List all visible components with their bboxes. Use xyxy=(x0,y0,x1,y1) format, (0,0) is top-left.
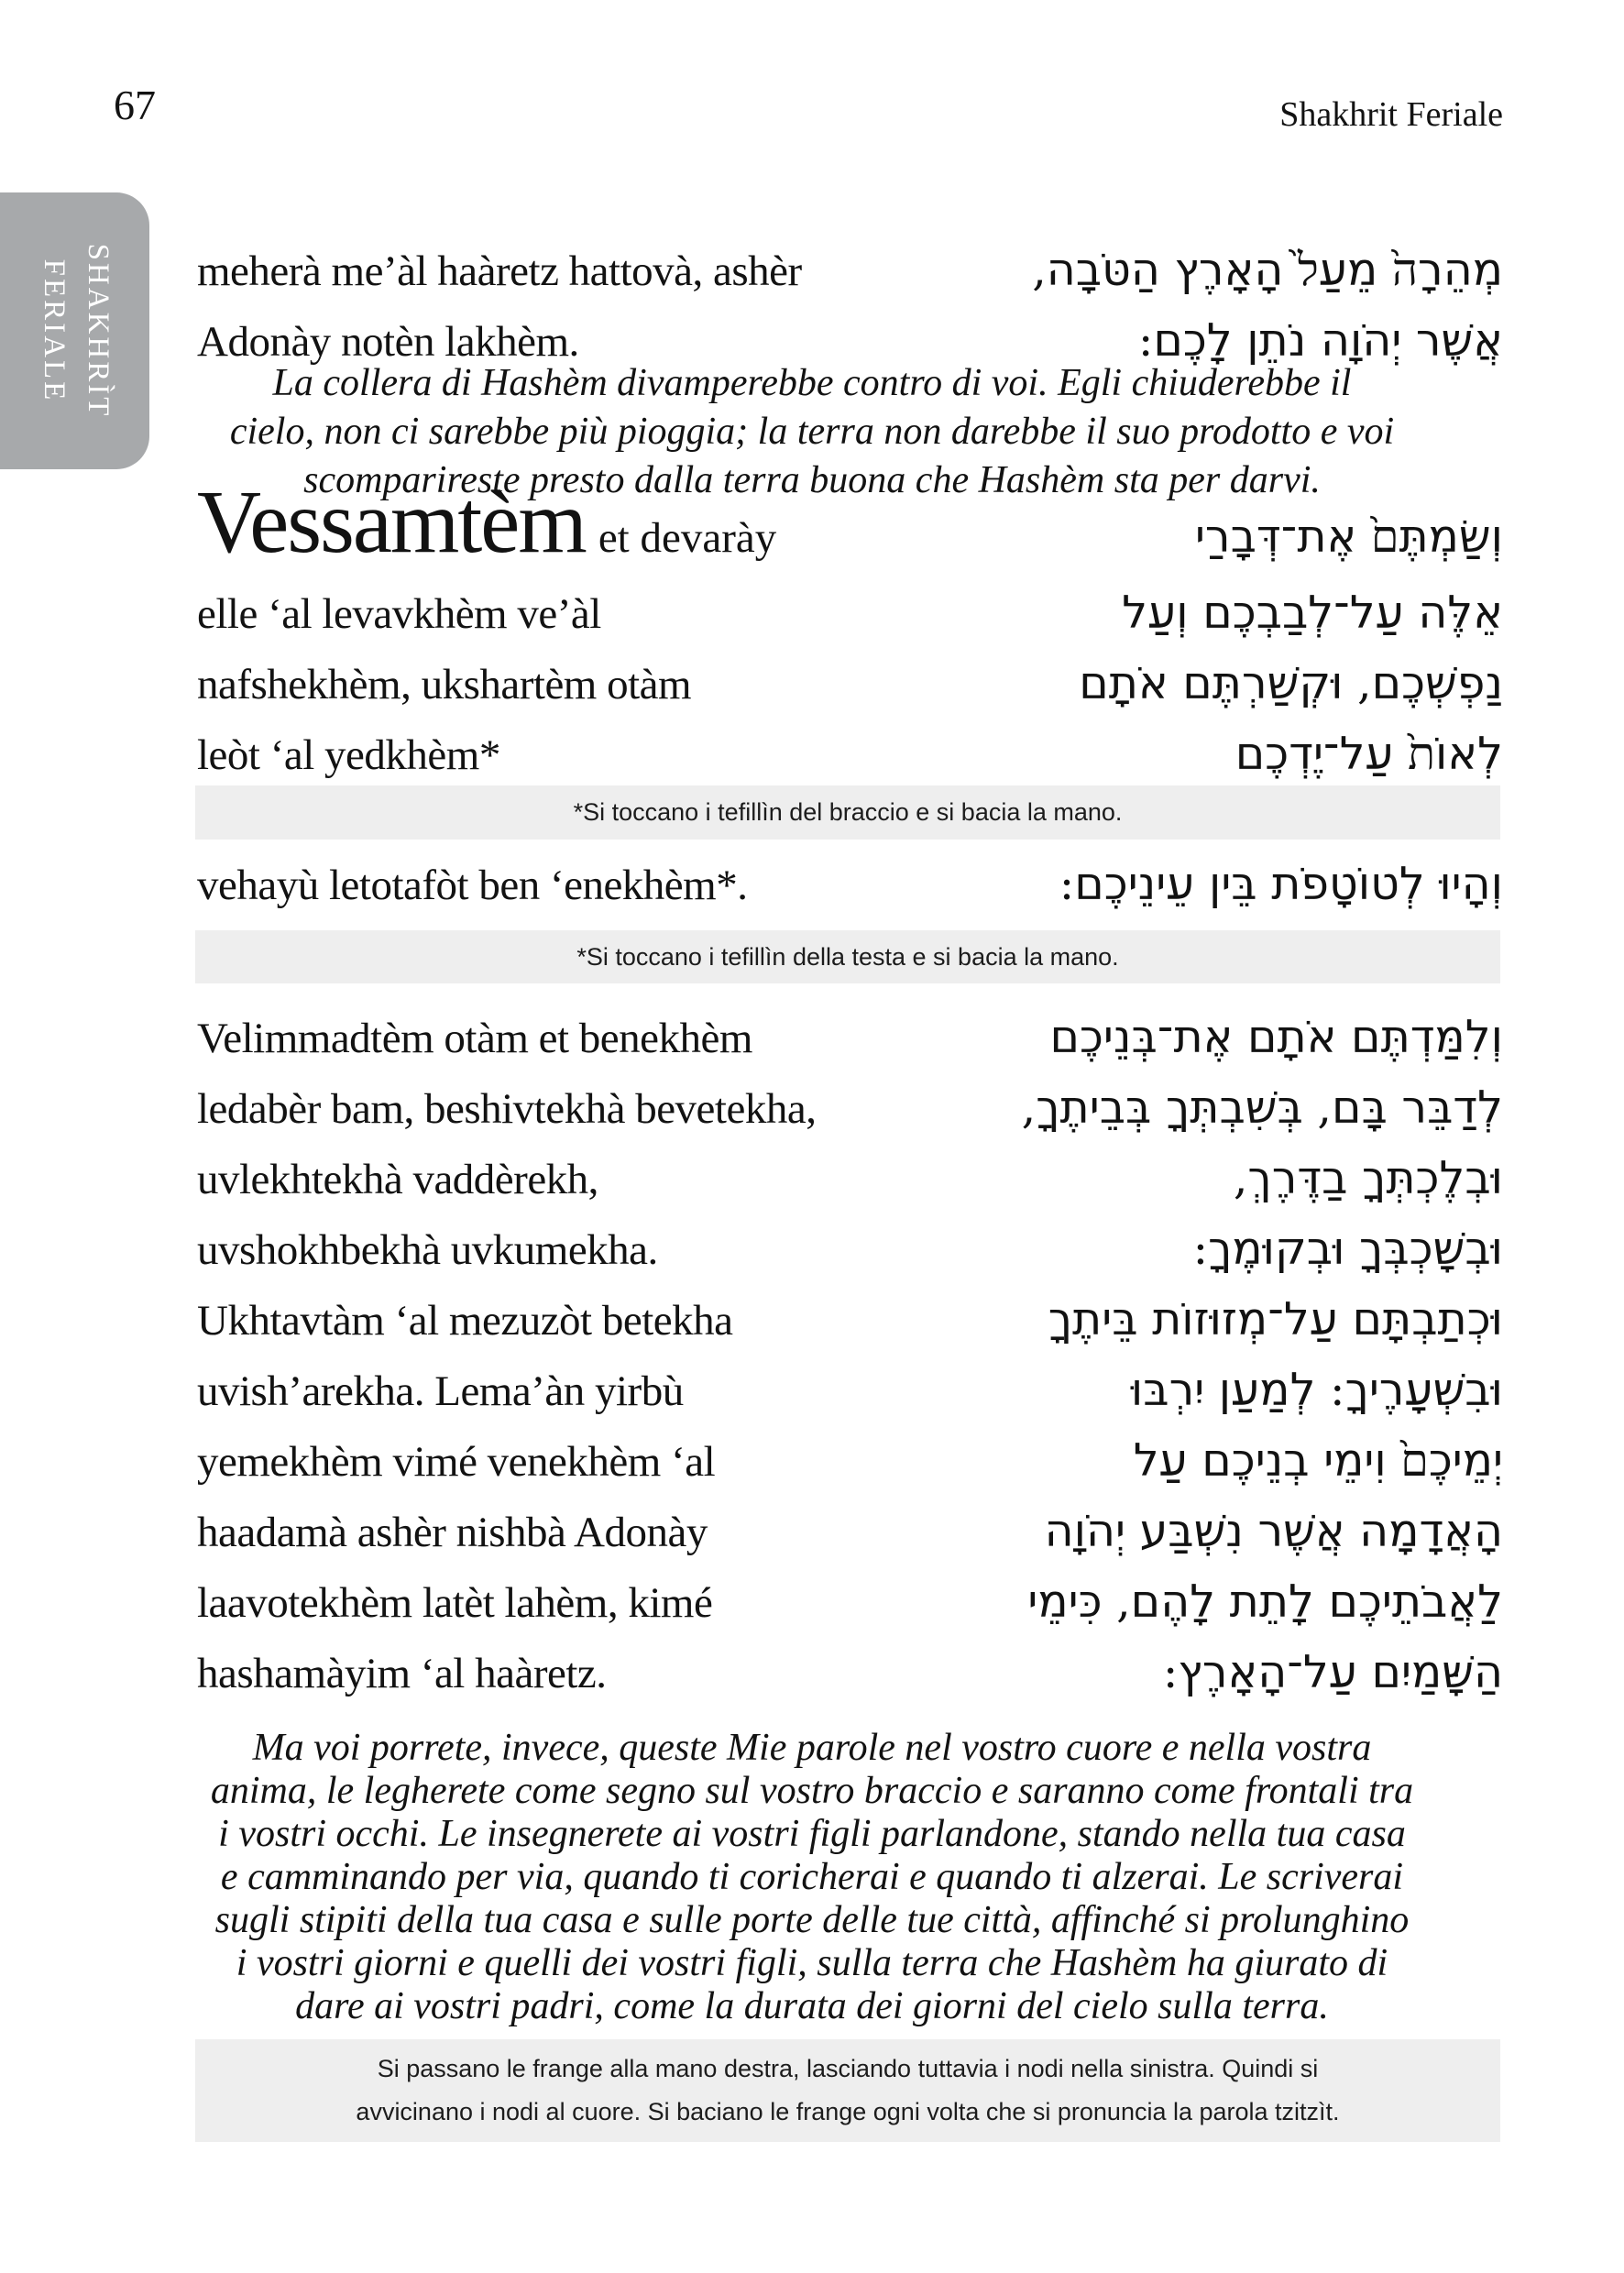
hebrew-line: לְדַבֵּר בָּם, בְּשִׁבְתְּךָ בְּבֵיתֶךָ, xyxy=(1021,1082,1503,1134)
translation-paragraph xyxy=(134,1727,1490,2028)
page-number: 67 xyxy=(114,82,156,128)
rubric-bar xyxy=(195,785,1500,840)
prayer-row xyxy=(197,1566,1503,1639)
lead-word-rest: et devarày xyxy=(598,514,777,562)
transliteration-line: elle ‘al levavkhèm ve’àl xyxy=(197,590,601,638)
prayer-row-leadword xyxy=(197,473,1503,574)
prayer-row xyxy=(197,1002,1503,1074)
prayer-row xyxy=(197,577,1503,650)
transliteration-line: ledabèr bam, beshivtekhà bevetekha, xyxy=(197,1085,817,1133)
section-tab xyxy=(0,192,149,469)
transliteration-line: leòt ‘al yedkhèm* xyxy=(197,731,500,779)
transliteration-line: meherà me’àl haàretz hattovà, ashèr xyxy=(197,247,802,295)
hebrew-line: יְמֵיכֶם֙ וִימֵי בְנֵיכֶם עַל xyxy=(1133,1434,1503,1487)
hebrew-line: נַפְשְׁכֶם, וּקְשַׁרְתֶּם אֹתָם xyxy=(1079,657,1503,709)
transliteration-line: Adonày notèn lakhèm. xyxy=(197,318,579,366)
hebrew-line: וּבְלֶכְתְּךָ בַדֶּרֶךְ, xyxy=(1233,1152,1503,1204)
transliteration-line: vehayù letotafòt ben ‘enekhèm*. xyxy=(197,862,748,909)
translation-line: anima, le legherete come segno sul vostro braccio e saranno come frontali tra xyxy=(210,1770,1414,1812)
prayer-row xyxy=(197,849,1503,921)
section-tab-line1: SHAKHRÌT xyxy=(81,243,115,419)
rubric-text: *Si toccano i tefillìn della testa e si bacia la mano. xyxy=(576,943,1119,971)
transliteration-line: Ukhtavtàm ‘al mezuzòt betekha xyxy=(197,1297,733,1345)
prayer-row xyxy=(197,235,1503,307)
rubric-bar xyxy=(195,930,1500,983)
transliteration-line: yemekhèm vimé venekhèm ‘al xyxy=(197,1438,716,1486)
rubric-text: Si passano le frange alla mano destra, lasciando tuttavia i nodi nella sinistra. Quindi si xyxy=(377,2055,1319,2082)
transliteration-line: hashamàyim ‘al haàretz. xyxy=(197,1650,607,1697)
transliteration-line: uvshokhbekhà uvkumekha. xyxy=(197,1226,658,1274)
translation-line: i vostri giorni e quelli dei vostri figli, sulla terra che Hashèm ha giurato di xyxy=(236,1942,1388,1984)
translation-line: e camminando per via, quando ti coricherai e quando ti alzerai. Le scriverai xyxy=(220,1856,1404,1898)
translation-line: dare ai vostri padri, come la durata dei giorni del cielo sulla terra. xyxy=(295,1985,1329,2027)
prayer-row xyxy=(197,1637,1503,1709)
hebrew-line: אֲשֶׁר יְהֹוָה נֹתֵן לָכֶם: xyxy=(1137,314,1503,367)
translation-line: sugli stipiti della tua casa e sulle porte delle tue città, affinché si prolunghino xyxy=(214,1899,1410,1941)
hebrew-line: אֵלֶּה עַל־לְבַבְכֶם וְעַל xyxy=(1122,587,1503,639)
transliteration-line: uvlekhtekhà vaddèrekh, xyxy=(197,1156,598,1203)
hebrew-line: וְשַׂמְתֶּם֙ אֶת־דְּבָרַי xyxy=(1194,511,1503,563)
hebrew-line: וּכְתַבְתָּם עַל־מְזוּזוֹת בֵּיתֶךָ xyxy=(1048,1293,1503,1345)
prayer-row xyxy=(197,1496,1503,1568)
prayer-row xyxy=(197,1143,1503,1215)
prayer-row xyxy=(197,1072,1503,1145)
transliteration-line: laavotekhèm latèt lahèm, kimé xyxy=(197,1579,713,1627)
hebrew-line: הַשָּׁמַיִם עַל־הָאָרֶץ: xyxy=(1162,1646,1503,1698)
lead-word: Vessamtèm xyxy=(197,473,586,571)
section-tab-label xyxy=(31,192,119,469)
transliteration-line: haadamà ashèr nishbà Adonày xyxy=(197,1509,708,1556)
hebrew-line: מְהֵרָה֙ מֵעַל֙ הָאָרֶץ הַטֹּבָה, xyxy=(1032,244,1503,296)
hebrew-line: וְלִמַּדְתֶּם אֹתָם אֶת־בְּנֵיכֶם xyxy=(1049,1011,1503,1063)
rubric-text: *Si toccano i tefillìn del braccio e si bacia la mano. xyxy=(573,798,1123,826)
hebrew-line: וּבְשָׁכְבְּךָ וּבְקוּמֶךָ: xyxy=(1192,1223,1503,1275)
hebrew-line: וְהָיוּ לְטוֹטָפֹת בֵּין עֵינֵיכֶם: xyxy=(1059,858,1503,910)
transliteration-line: uvish’arekha. Lema’àn yirbù xyxy=(197,1367,684,1415)
prayer-row xyxy=(197,1355,1503,1427)
translation-line: cielo, non ci sarebbe più pioggia; la terra non darebbe il suo prodotto e voi xyxy=(229,411,1395,453)
prayer-row xyxy=(197,1425,1503,1498)
translation-line: i vostri occhi. Le insegnerete ai vostri figli parlandone, stando nella tua casa xyxy=(218,1813,1406,1855)
transliteration-line: Velimmadtèm otàm et benekhèm xyxy=(197,1015,752,1062)
rubric-bar xyxy=(195,2039,1500,2142)
hebrew-line: לַאֲבֹתֵיכֶם לָתֵת לָהֶם, כִּימֵי xyxy=(1027,1576,1503,1628)
translation-line: scomparireste presto dalla terra buona che Hashèm sta per darvi. xyxy=(303,459,1321,501)
transliteration-line: nafshekhèm, ukshartèm otàm xyxy=(197,661,692,708)
translation-line: Ma voi porrete, invece, queste Mie parole nel vostro cuore e nella vostra xyxy=(252,1727,1372,1769)
hebrew-line: וּבִשְׁעָרֶיךָ: לְמַעַן יִרְבּוּ xyxy=(1130,1364,1503,1416)
prayer-row xyxy=(197,648,1503,720)
prayer-row xyxy=(197,1284,1503,1356)
translation-line: La collera di Hashèm divamperebbe contro di voi. Egli chiuderebbe il xyxy=(272,362,1352,404)
section-tab-line2: FERIALE xyxy=(37,258,71,403)
prayer-row xyxy=(197,719,1503,791)
rubric-text: avvicinano i nodi al cuore. Si baciano le frange ogni volta che si pronuncia la parola tzitzìt. xyxy=(356,2098,1340,2125)
running-header: Shakhrit Feriale xyxy=(1279,95,1503,134)
transliteration-line xyxy=(197,473,777,574)
prayer-row xyxy=(197,1213,1503,1286)
hebrew-line: הָאֲדָמָה אֲשֶׁר נִשְׁבַּע יְהֹוָה xyxy=(1044,1505,1503,1557)
hebrew-line: לְאוֹת֙ עַל־יֶדְכֶם xyxy=(1234,728,1503,780)
